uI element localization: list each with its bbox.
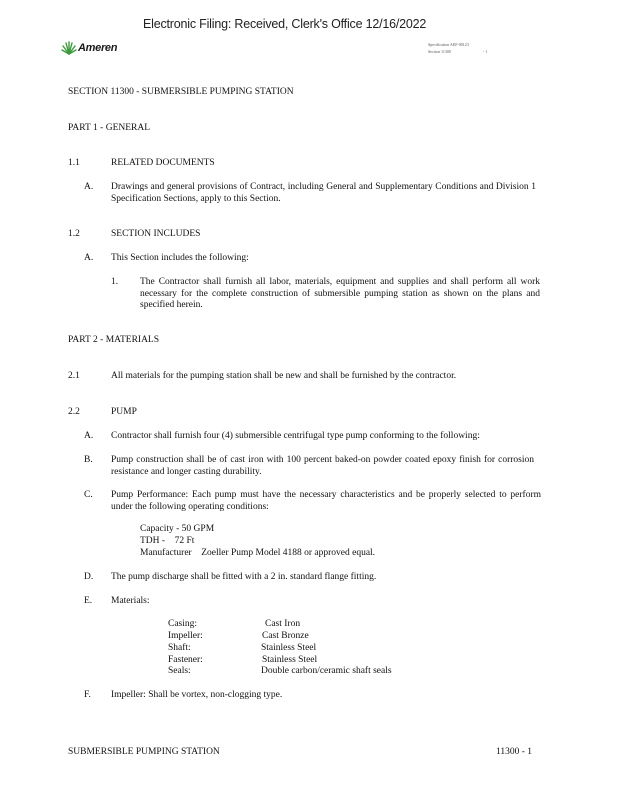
s22-a-label: A.	[84, 431, 94, 441]
s22-f-text: Impeller: Shall be vortex, non-clogging type.	[111, 690, 283, 700]
spec-reference-page: - 1	[483, 49, 488, 54]
s12-a-label: A.	[84, 253, 94, 263]
spec-reference-line1: Specification AEF-00123	[428, 42, 469, 47]
s22-a-text: Contractor shall furnish four (4) submersible centrifugal type pump conforming to the following:	[111, 431, 480, 441]
condition-manufacturer: Manufacturer Zoeller Pump Model 4188 or approved equal.	[140, 548, 376, 558]
condition-capacity: Capacity - 50 GPM	[140, 524, 215, 534]
material-value: Double carbon/ceramic shaft seals	[261, 666, 392, 676]
material-part: Casing:	[168, 619, 198, 629]
s12-a-text: This Section includes the following:	[111, 253, 249, 263]
material-part: Fastener:	[168, 655, 203, 665]
section-title: SECTION 11300 - SUBMERSIBLE PUMPING STATION	[68, 87, 294, 97]
part2-title: PART 2 - MATERIALS	[68, 335, 160, 345]
material-part: Seals:	[168, 666, 191, 676]
company-logo	[60, 40, 117, 56]
s22-c-text: Pump Performance: Each pump must have the necessary characteristics and be properly selected to perform under the following operating conditions:	[111, 490, 541, 512]
s12-number: 1.2	[68, 229, 80, 239]
s11-number: 1.1	[68, 158, 80, 168]
s11-a-text: Drawings and general provisions of Contract, including General and Supplementary Conditions and Division 1 Specification Sections, apply to this Section.	[111, 182, 536, 204]
s22-e-label: E.	[84, 596, 93, 606]
ameren-sunburst-icon	[60, 40, 78, 56]
material-value: Cast Bronze	[262, 631, 309, 641]
filing-stamp: Electronic Filing: Received, Clerk's Office 12/16/2022	[143, 17, 427, 31]
logo-text: Ameren	[78, 42, 118, 54]
spec-reference-line2: Section 11300	[428, 49, 451, 54]
s12-title: SECTION INCLUDES	[111, 229, 201, 239]
s22-b-label: B.	[84, 455, 93, 465]
s22-title: PUMP	[111, 407, 137, 417]
s12-item1-text: The Contractor shall furnish all labor, materials, equipment and supplies and shall perform all work necessary for the complete construction of submersible pumping station as shown on the plans and specified herein.	[140, 277, 540, 310]
material-part: Impeller:	[168, 631, 203, 641]
material-value: Stainless Steel	[261, 643, 317, 653]
s22-d-label: D.	[84, 572, 94, 582]
material-part: Shaft:	[168, 643, 191, 653]
s21-text: All materials for the pumping station shall be new and shall be furnished by the contractor.	[111, 371, 457, 381]
condition-tdh: TDH - 72 Ft	[140, 536, 195, 546]
s11-a-label: A.	[84, 182, 94, 192]
s21-number: 2.1	[68, 371, 80, 381]
footer-page-number: 11300 - 1	[496, 747, 533, 757]
s22-number: 2.2	[68, 407, 80, 417]
s22-f-label: F.	[84, 690, 91, 700]
footer-title: SUBMERSIBLE PUMPING STATION	[68, 747, 220, 757]
material-value: Cast Iron	[265, 619, 301, 629]
s12-item1-label: 1.	[111, 277, 119, 287]
s22-d-text: The pump discharge shall be fitted with a 2 in. standard flange fitting.	[111, 572, 377, 582]
s22-b-text: Pump construction shall be of cast iron with 100 percent baked-on powder coated epoxy finish for corrosion resistance and longer casting durability.	[111, 455, 534, 477]
material-value: Stainless Steel	[262, 655, 318, 665]
part1-title: PART 1 - GENERAL	[68, 123, 151, 133]
s11-title: RELATED DOCUMENTS	[111, 158, 215, 168]
s22-c-label: C.	[84, 490, 93, 500]
s22-e-text: Materials:	[111, 596, 150, 606]
